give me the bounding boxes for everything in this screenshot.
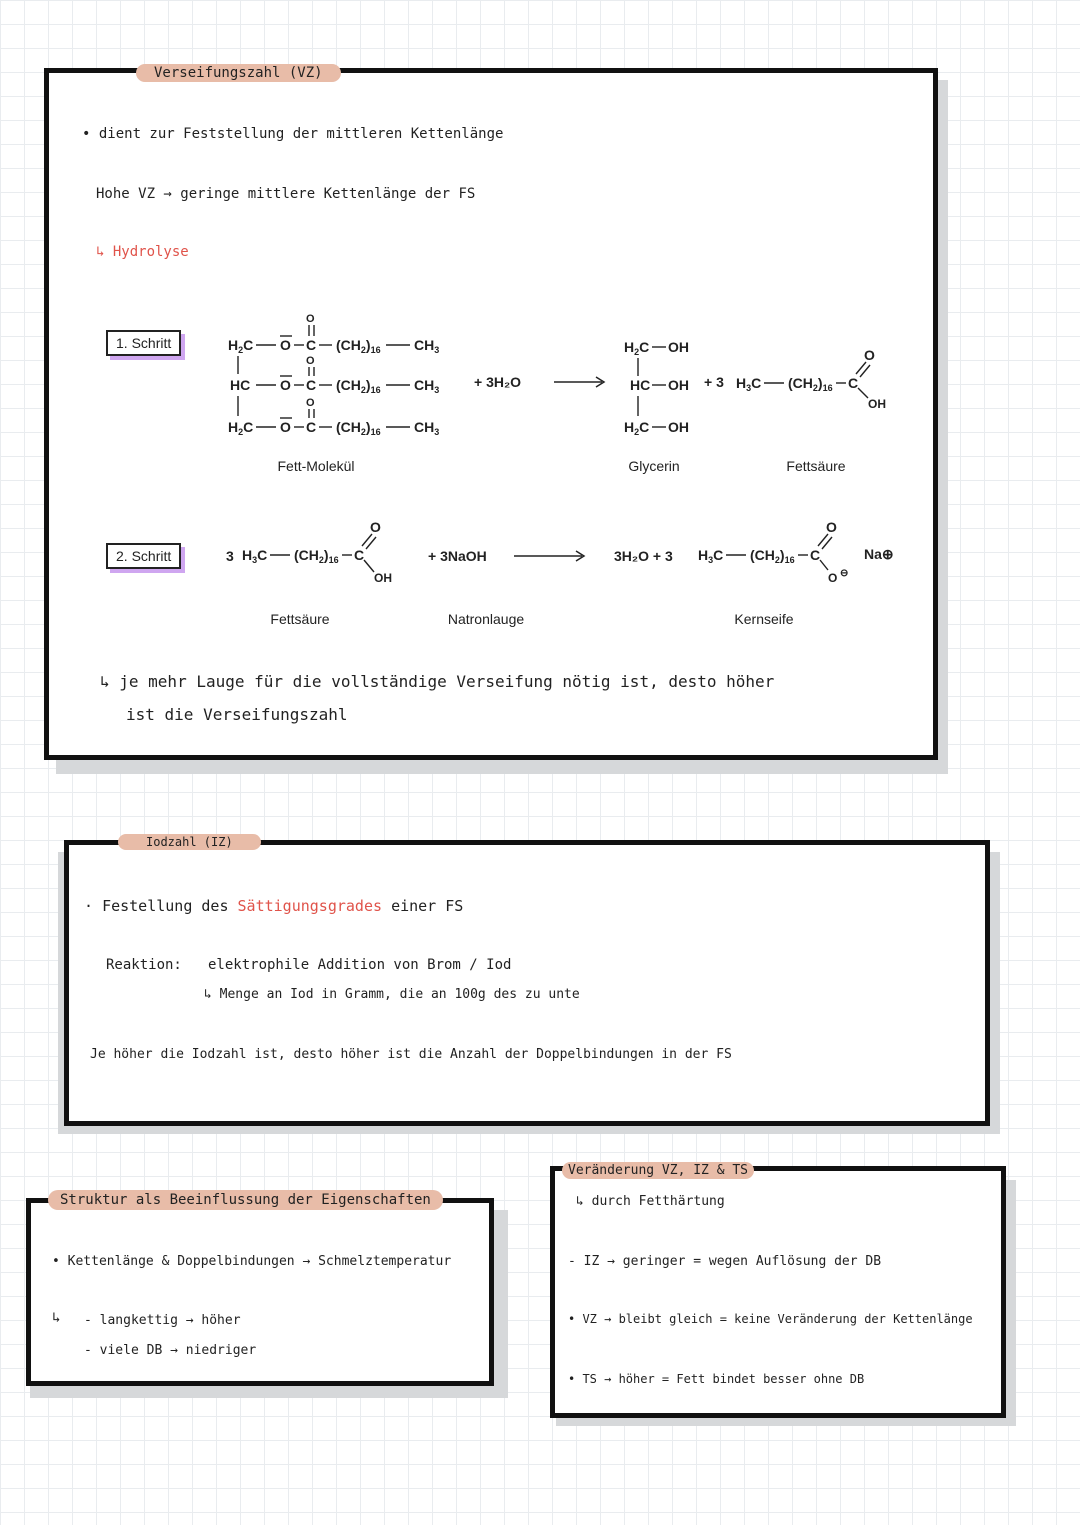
- veraenderung-vz: • VZ → bleibt gleich = keine Veränderung der Kettenlänge: [568, 1312, 973, 1326]
- svg-text:HC: HC: [630, 377, 651, 393]
- veraenderung-subtitle: ↳ durch Fetthärtung: [576, 1194, 725, 1209]
- svg-text:OH: OH: [668, 377, 689, 393]
- fat-ch3-2: $CH_3$: [414, 377, 440, 395]
- svg-text:(CH2)16: $(CH_2)_{16}$: [294, 547, 339, 565]
- vz-line-rest: geringe mittlere Kettenlänge der FS: [180, 186, 476, 202]
- glycerin-structure: [624, 330, 704, 440]
- iz-reaktion-text: elektrophile Addition von Brom / Iod: [208, 957, 512, 973]
- struktur-item-1: - langkettig → höher: [84, 1313, 241, 1328]
- step2-fettsaeure-label: Fettsäure: [270, 611, 330, 627]
- struktur-title: Struktur als Beeinflussung der Eigenschaften: [48, 1190, 443, 1210]
- svg-text:C: C: [810, 547, 821, 563]
- iz-bullet-red: Sättigungsgrades: [237, 897, 383, 915]
- step2-coeff: 3: [226, 548, 234, 564]
- step2-sodium: Na⊕: [864, 546, 894, 562]
- svg-text:OH: OH: [868, 397, 886, 411]
- vz-hydrolyse: ↳ Hydrolyse: [96, 244, 189, 260]
- step2-products: 3H₂O + 3: [614, 548, 673, 564]
- vz-bullet: • dient zur Feststellung der mittleren Kettenlänge: [82, 126, 504, 142]
- vz-title: Verseifungszahl (VZ): [136, 64, 341, 82]
- svg-text:H2C: $H_2C$: [624, 339, 650, 357]
- fat-ch3-1: $CH_3$: [414, 337, 440, 355]
- veraenderung-title: Veränderung VZ, IZ & TS: [562, 1162, 754, 1179]
- struktur-item-2: - viele DB → niedriger: [84, 1343, 257, 1358]
- svg-text:⊖: ⊖: [840, 568, 849, 579]
- step2-reaction-arrow: [512, 550, 592, 562]
- vz-line-prefix: Hohe VZ →: [96, 186, 172, 202]
- svg-text:C: C: [354, 547, 365, 563]
- veraenderung-ts: • TS → höher = Fett bindet besser ohne DB: [568, 1372, 865, 1386]
- svg-text:H3C: $H_3C$: [698, 547, 724, 565]
- step1-reaction-arrow: [552, 376, 612, 388]
- step2-natronlauge-label: Natronlauge: [447, 611, 525, 627]
- fatty-acid-structure-1: [736, 344, 896, 414]
- step1-coeff: + 3: [704, 374, 724, 390]
- svg-text:(CH2)16: $(CH_2)_{16}$: [788, 375, 833, 393]
- vz-conclusion-1: ↳ je mehr Lauge für die vollständige Verseifung nötig ist, desto höher: [100, 672, 775, 691]
- fat-ch2-2: $(CH_2)_{16}$: [336, 377, 381, 395]
- svg-text:O: O: [828, 571, 838, 585]
- svg-text:C: C: [848, 375, 859, 391]
- fat-c-2: C: [306, 377, 317, 393]
- fat-o-2: O: [280, 377, 291, 393]
- fat-h2c-bottom: $H_2C$: [228, 419, 254, 437]
- svg-text:O: O: [826, 519, 837, 535]
- veraenderung-iz: - IZ → geringer = wegen Auflösung der DB: [568, 1254, 882, 1269]
- fat-ch2-1: $(CH_2)_{16}$: [336, 337, 381, 355]
- iz-bullet-prefix: Festellung des: [102, 897, 229, 915]
- iz-bullet: · Festellung des Sättigungsgrades einer FS: [84, 897, 464, 915]
- iz-menge: ↳ Menge an Iod in Gramm, die an 100g des zu unte: [204, 987, 580, 1002]
- fat-hc: HC: [230, 377, 251, 393]
- struktur-bullet: • Kettenlänge & Doppelbindungen → Schmelztemperatur: [52, 1254, 452, 1269]
- vz-line: [96, 186, 475, 202]
- fat-carbonyl-o-3: O: [306, 397, 315, 409]
- svg-text:OH: OH: [668, 419, 689, 435]
- iz-box: [64, 840, 990, 1126]
- iz-reaktion-label: Reaktion:: [106, 957, 182, 973]
- fat-o-1: O: [280, 337, 291, 353]
- vz-conclusion-2: ist die Verseifungszahl: [126, 705, 348, 724]
- vz-bullet-text: dient zur Feststellung der mittleren Kettenlänge: [98, 126, 504, 142]
- svg-text:H3C: $H_3C$: [242, 547, 268, 565]
- svg-text:OH: OH: [668, 339, 689, 355]
- svg-text:O: O: [864, 347, 875, 363]
- fat-c-3: C: [306, 419, 317, 435]
- fat-carbonyl-o-1: O: [306, 313, 315, 325]
- fat-molecule-structure: [222, 308, 462, 438]
- step2-kernseife-label: Kernseife: [734, 611, 794, 627]
- step2-label: 2. Schritt: [106, 543, 181, 569]
- step1-label: 1. Schritt: [106, 330, 181, 356]
- step1-fettsaeure-label: Fettsäure: [786, 458, 846, 474]
- fat-o-3: O: [280, 419, 291, 435]
- svg-text:O: O: [370, 519, 381, 535]
- iz-bullet-suffix: einer FS: [391, 897, 464, 915]
- fat-ch3-3: $CH_3$: [414, 419, 440, 437]
- struktur-arrow: ↳: [52, 1310, 61, 1326]
- struktur-bullet-text: Kettenlänge & Doppelbindungen → Schmelztemperatur: [67, 1254, 452, 1269]
- svg-text:(CH2)16: $(CH_2)_{16}$: [750, 547, 795, 565]
- fatty-acid-structure-2: [242, 516, 402, 586]
- fat-c-1: C: [306, 337, 317, 353]
- iz-title: Iodzahl (IZ): [118, 834, 261, 850]
- svg-text:H3C: $H_3C$: [736, 375, 762, 393]
- iz-conclusion: Je höher die Iodzahl ist, desto höher ist die Anzahl der Doppelbindungen in der FS: [90, 1047, 732, 1062]
- fat-carbonyl-o-2: O: [306, 355, 315, 367]
- step1-fett-label: Fett-Molekül: [277, 458, 355, 474]
- fat-h2c-top: $H_2C$: [228, 337, 254, 355]
- step1-plus-water: + 3H₂O: [474, 374, 522, 390]
- step1-glycerin-label: Glycerin: [628, 458, 680, 474]
- soap-structure: [698, 516, 858, 586]
- svg-text:H2C: $H_2C$: [624, 419, 650, 437]
- step2-plus-naoh: + 3NaOH: [428, 548, 487, 564]
- svg-text:OH: OH: [374, 571, 392, 585]
- fat-ch2-3: $(CH_2)_{16}$: [336, 419, 381, 437]
